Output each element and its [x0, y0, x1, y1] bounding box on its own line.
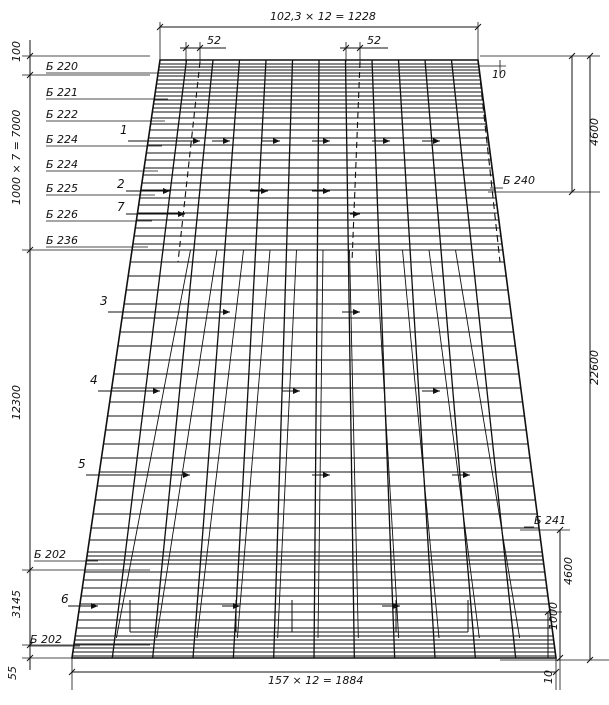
arrow-head — [323, 188, 330, 194]
bar-number-3: 3 — [100, 294, 108, 308]
label-b221: Б 221 — [46, 86, 79, 99]
arrow-head — [223, 138, 230, 144]
left-middle-dimension: 12300 — [10, 385, 23, 420]
arrow-head — [163, 188, 170, 194]
rebar-grid — [72, 60, 555, 658]
right-total-dimension: 22600 — [588, 350, 601, 385]
bar-number-6: 6 — [61, 592, 69, 606]
arrow-head — [323, 472, 330, 478]
bar-number-4: 4 — [90, 373, 98, 387]
label-b224-b: Б 224 — [46, 158, 79, 171]
arrow-head — [223, 309, 230, 315]
arrow-head — [433, 388, 440, 394]
label-b220: Б 220 — [46, 60, 79, 73]
label-b224-a: Б 224 — [46, 133, 79, 146]
vertical-bar — [399, 60, 436, 658]
top-width-dimension: 102,3 × 12 = 1228 — [270, 10, 376, 23]
vertical-bar — [452, 60, 516, 658]
label-b241: Б 241 — [534, 514, 567, 527]
left-lower-dimension: 3145 — [10, 590, 23, 618]
bar-number-1: 1 — [120, 123, 128, 137]
vertical-bar — [346, 60, 355, 658]
arrow-head — [153, 388, 160, 394]
label-b222: Б 222 — [46, 108, 79, 121]
label-b236: Б 236 — [46, 234, 79, 247]
right-bottom-dimension: 1000 — [547, 602, 560, 630]
arrow-head — [353, 211, 360, 217]
label-b202-lower: Б 202 — [30, 633, 63, 646]
arrow-head — [433, 138, 440, 144]
top-offset-left: 52 — [207, 34, 221, 47]
right-upper-dimension: 4600 — [588, 118, 601, 146]
arrow-head — [193, 138, 200, 144]
vertical-bar — [112, 60, 186, 658]
arrow-head — [463, 472, 470, 478]
vertical-bar — [372, 60, 395, 658]
bottom-width-dimension: 157 × 12 = 1884 — [268, 674, 364, 687]
vertical-bar — [274, 60, 293, 658]
right-lower-dimension: 4600 — [562, 557, 575, 585]
arrow-head — [353, 309, 360, 315]
arrow-head — [273, 138, 280, 144]
left-upper-dimension: 1000 × 7 = 7000 — [10, 109, 23, 205]
arrow-head — [383, 138, 390, 144]
arrow-head — [183, 472, 190, 478]
bar-number-2: 2 — [117, 177, 125, 191]
arrow-head — [261, 188, 268, 194]
vertical-bar — [314, 60, 319, 658]
left-bottom-small-dimension: 55 — [6, 666, 19, 680]
bottom-right-small-dimension: 10 — [542, 670, 555, 684]
label-b202-upper: Б 202 — [34, 548, 67, 561]
label-b225: Б 225 — [46, 182, 79, 195]
bar-number-7: 7 — [117, 200, 125, 214]
right-top-small-dimension: 10 — [492, 68, 506, 81]
bar-number-5: 5 — [78, 457, 86, 471]
arrow-head — [293, 388, 300, 394]
label-b226: Б 226 — [46, 208, 79, 221]
vertical-bar — [153, 60, 213, 658]
top-offset-right: 52 — [367, 34, 381, 47]
label-b240: Б 240 — [503, 174, 536, 187]
left-top-small-dimension: 100 — [10, 41, 23, 62]
dimension-lines — [22, 22, 609, 690]
arrow-head — [323, 138, 330, 144]
